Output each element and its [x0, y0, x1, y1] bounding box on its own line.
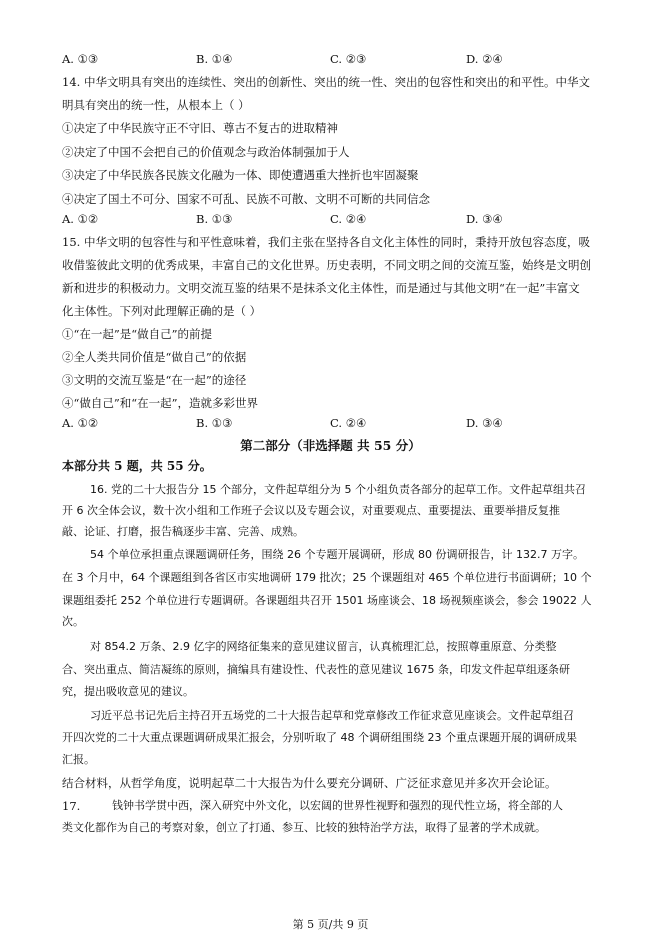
q16-material-line: 汇报。 [62, 753, 95, 766]
q15-item: ②全人类共同价值是“做自己”的依据 [62, 350, 247, 364]
q16-material-line: 54 个单位承担重点课题调研任务，围绕 26 个专题开展调研，形成 80 份调研报告，计 132.7 万字。 [90, 548, 584, 561]
q16-material-line: 在 3 个月中，64 个课题组到各省区市实地调研 179 批次；25 个课题组对 465 个单位进行书面调研；10 个 [62, 571, 592, 584]
q14-option-c: C. ②④ [330, 212, 367, 226]
q14-option-b: B. ①③ [196, 212, 233, 226]
part2-title: 第二部分（非选择题 共 55 分） [240, 438, 421, 453]
q16-material-line: 开 6 次全体会议，数十次小组和工作班子会议以及专题会议，对重要观点、重要提法、重要举措反复推 [62, 504, 560, 517]
q13-option-a: A. ①③ [62, 52, 99, 66]
q16-material-line: 合、突出重点、简洁凝练的原则，摘编具有建设性、代表性的意见建议 1675 条，印发文件起草组逐条研 [62, 663, 570, 676]
q14-stem-line: 明具有突出的统一性，从根本上（ ） [62, 98, 250, 112]
q14-option-d: D. ③④ [466, 212, 503, 226]
q15-item: ④“做自己”和“在一起”，造就多彩世界 [62, 396, 259, 410]
q16-material-line: 开四次党的二十大重点课题调研成果汇报会，分别听取了 48 个调研组围绕 23 个重点课题开展的调研成果 [62, 731, 577, 744]
q16-material-line: 16. 党的二十大报告分 15 个部分，文件起草组分为 5 个小组负责各部分的起草工作。文件起草组共召 [90, 483, 586, 496]
q15-option-c: C. ②④ [330, 416, 367, 430]
q16-question: 结合材料，从哲学角度，说明起草二十大报告为什么要充分调研、广泛征求意见并多次开会论证。 [62, 776, 557, 790]
q16-material-line: 习近平总书记先后主持召开五场党的二十大报告起草和党章修改工作征求意见座谈会。文件起草组召 [90, 709, 574, 722]
q14-item: ③决定了中华民族各民族文化融为一体、即使遭遇重大挫折也牢固凝聚 [62, 168, 419, 182]
q14-item: ①决定了中华民族守正不守旧、尊古不复古的进取精神 [62, 121, 338, 135]
page-number: 第 5 页/共 9 页 [292, 918, 369, 931]
q14-item: ④决定了国土不可分、国家不可乱、民族不可散、文明不可断的共同信念 [62, 192, 430, 206]
q15-stem-line: 15. 中华文明的包容性与和平性意味着，我们主张在坚持各自文化主体性的同时，秉持开放包容态度，吸 [62, 235, 590, 249]
q15-stem-line: 新和进步的积极动力。文明交流互鉴的结果不是抹杀文化主体性，而是通过与其他文明“在一起”丰富文 [62, 281, 580, 295]
q17-material-line: 钱钟书学贯中西，深入研究中外文化，以宏阔的世界性视野和强烈的现代性立场，将全部的人 [112, 799, 563, 812]
q14-option-a: A. ①② [62, 212, 99, 226]
q16-material-line: 敲、论证、打磨，报告稿逐步丰富、完善、成熟。 [62, 525, 304, 538]
q14-item: ②决定了中国不会把自己的价值观念与政治体制强加于人 [62, 145, 350, 159]
q17-material-line: 类文化都作为自己的考察对象，创立了打通、参互、比较的独特治学方法，取得了显著的学术成就。 [62, 821, 546, 834]
q15-stem-line: 收借鉴彼此文明的优秀成果，丰富自己的文化世界。历史表明，不同文明之间的交流互鉴，始终是文明创 [62, 258, 591, 272]
q13-option-d: D. ②④ [466, 52, 503, 66]
q15-option-b: B. ①③ [196, 416, 233, 430]
q16-material-line: 究，提出吸收意见的建议。 [62, 685, 194, 698]
part2-intro: 本部分共 5 题，共 55 分。 [62, 459, 212, 473]
q15-option-a: A. ①② [62, 416, 99, 430]
q14-stem-line: 14. 中华文明具有突出的连续性、突出的创新性、突出的统一性、突出的包容性和突出的和平性。中华文 [62, 75, 590, 89]
q16-material-line: 次。 [62, 615, 84, 628]
q16-material-line: 对 854.2 万条、2.9 亿字的网络征集来的意见建议留言，认真梳理汇总，按照尊重原意、分类整 [90, 640, 557, 653]
q13-option-b: B. ①④ [196, 52, 233, 66]
q16-material-line: 课题组委托 252 个单位进行专题调研。各课题组共召开 1501 场座谈会、18 场视频座谈会，参会 19022 人 [62, 594, 592, 607]
q15-item: ①“在一起”是“做自己”的前提 [62, 327, 213, 341]
q15-item: ③文明的交流互鉴是“在一起”的途径 [62, 373, 247, 387]
q15-stem-line: 化主体性。下列对此理解正确的是（ ） [62, 304, 262, 318]
q13-option-c: C. ②③ [330, 52, 367, 66]
q15-option-d: D. ③④ [466, 416, 503, 430]
q17-number: 17. [62, 799, 81, 813]
